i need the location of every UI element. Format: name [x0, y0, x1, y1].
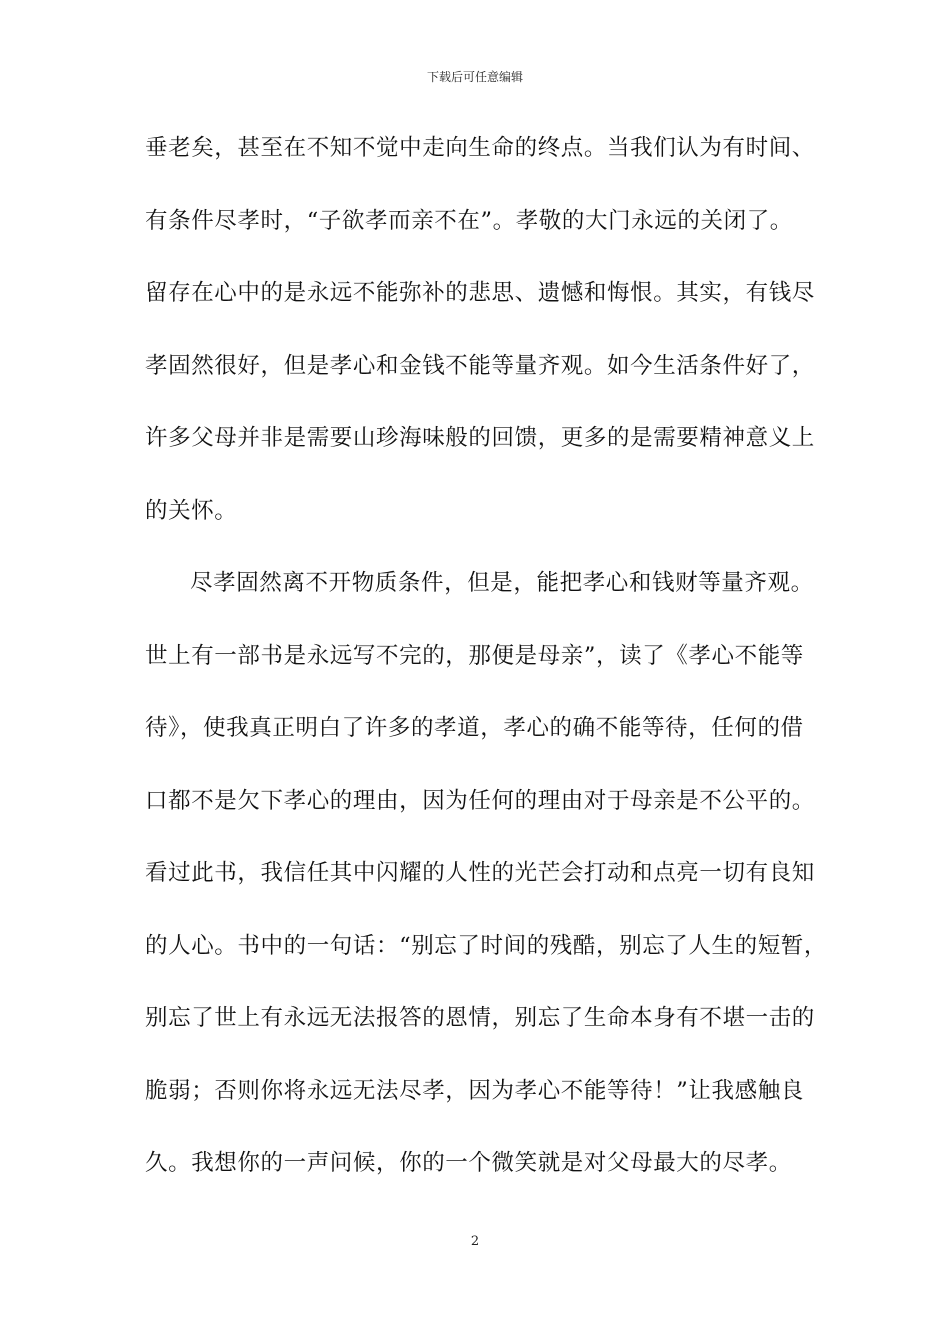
text-line: 世上有一部书是永远写不完的，那便是母亲”，读了《孝心不能等 — [145, 642, 804, 669]
text-line: 待》，使我真正明白了许多的孝道，孝心的确不能等待，任何的借 — [145, 715, 804, 741]
text-line: 的人心。书中的一句话：“别忘了时间的残酷，别忘了人生的短暂， — [145, 932, 828, 959]
text-line: 孝固然很好，但是孝心和金钱不能等量齐观。如今生活条件好了， — [145, 352, 815, 379]
text-line: 脆弱；否则你将永远无法尽孝，因为孝心不能等待！”让我感触良 — [145, 1077, 804, 1104]
text-line: 留存在心中的是永远不能弥补的悲思、遗憾和悔恨。其实，有钱尽 — [145, 280, 815, 306]
text-line: 的关怀。 — [145, 497, 238, 524]
page-header: 下载后可任意编辑 — [426, 70, 523, 84]
text-line: 有条件尽孝时，“子欲孝而亲不在”。孝敬的大门永远的关闭了。 — [145, 207, 793, 234]
text-line: 口都不是欠下孝心的理由，因为任何的理由对于母亲是不公平的。 — [145, 787, 815, 814]
page-number: 2 — [470, 1234, 480, 1249]
text-line: 久。我想你的一声问候，你的一个微笑就是对父母最大的尽孝。 — [145, 1150, 792, 1176]
text-line: 看过此书，我信任其中闪耀的人性的光芒会打动和点亮一切有良知 — [145, 860, 815, 886]
document-body — [145, 128, 828, 1216]
text-line: 垂老矣，甚至在不知不觉中走向生命的终点。当我们认为有时间、 — [145, 135, 815, 161]
text-line: 别忘了世上有永远无法报答的恩情，别忘了生命本身有不堪一击的 — [145, 1005, 815, 1031]
text-line: 许多父母并非是需要山珍海味般的回馈，更多的是需要精神意义上 — [145, 425, 815, 451]
paragraph-start-line: 尽孝固然离不开物质条件，但是，能把孝心和钱财等量齐观。 — [190, 570, 814, 596]
